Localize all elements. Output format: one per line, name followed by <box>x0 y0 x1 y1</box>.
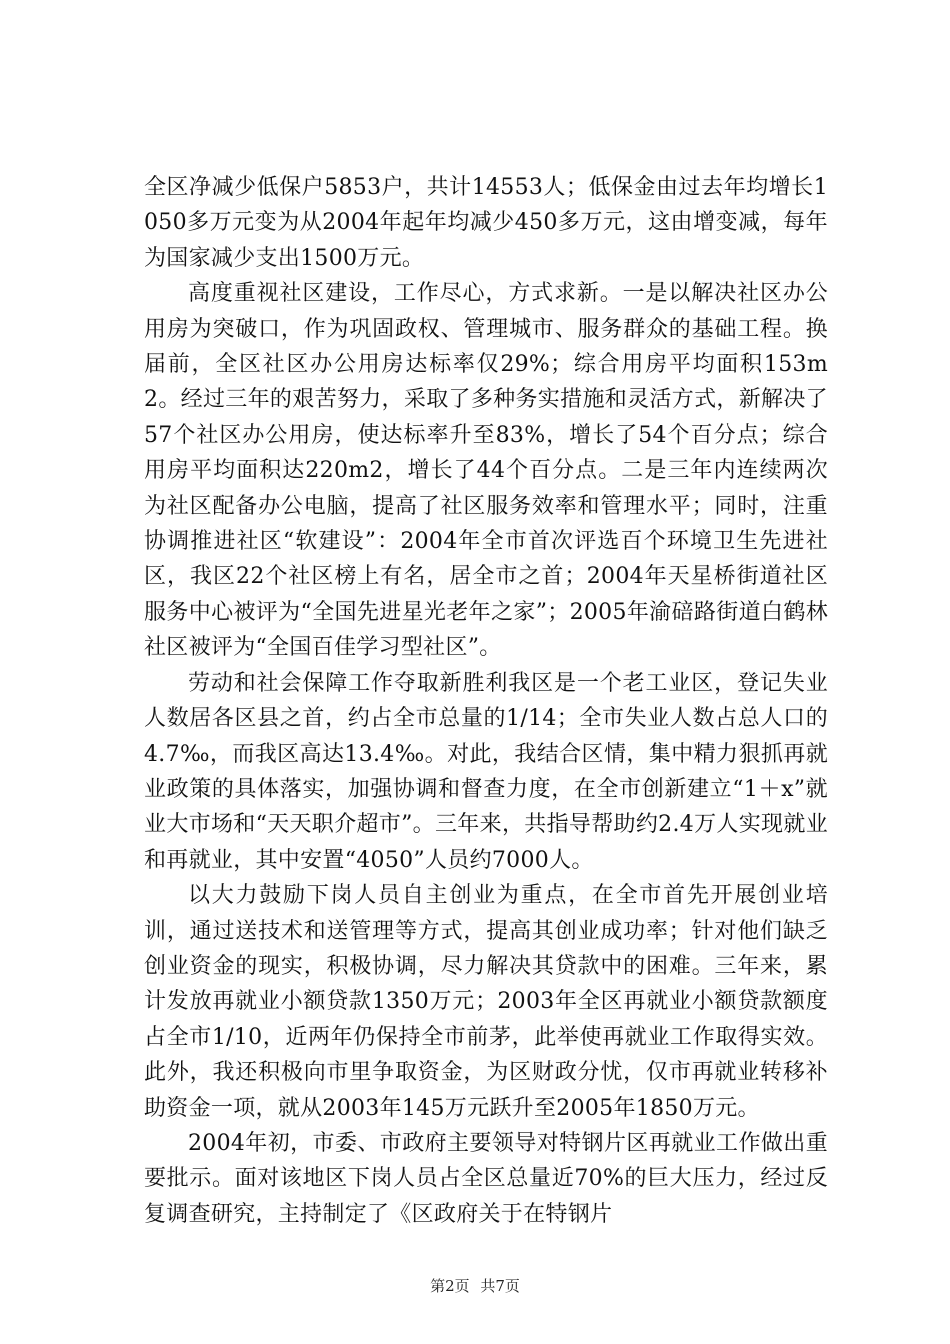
paragraph-entrepreneurship: 以大力鼓励下岗人员自主创业为重点，在全市首先开展创业培训，通过送技术和送管理等方式，提高其创业成功率；针对他们缺乏创业资金的现实，积极协调，尽力解决其贷款中的困难。三年来，累计发放再就业小额贷款1350万元；2003年全区再就业小额贷款额度占全市1/10，近两年仍保持全市前茅，此举使再就业工作取得实效。此外，我还积极向市里争取资金，为区财政分忧，仅市再就业转移补助资金一项，就从2003年145万元跃升至2005年1850万元。 <box>144 883 828 1121</box>
paragraph-special-steel: 2004年初，市委、市政府主要领导对特钢片区再就业工作做出重要批示。面对该地区下岗人员占全区总量近70%的巨大压力，经过反复调查研究，主持制定了《区政府关于在特钢片 <box>144 1130 828 1227</box>
page-total: 共7页 <box>480 1277 520 1295</box>
page-footer <box>0 1276 950 1296</box>
body-text <box>144 170 828 1232</box>
paragraph-labor-security: 劳动和社会保障工作夺取新胜利我区是一个老工业区，登记失业人数居各区县之首，约占全市总量的1/14；全市失业人数占总人口的4.7‰，而我区高达13.4‰。对此，我结合区情，集中精力狠抓再就业政策的具体落实，加强协调和督查力度，在全市创新建立“1＋x”就业大市场和“天天职介超市”。三年来，共指导帮助约2.4万人实现就业和再就业，其中安置“4050”人员约7000人。 <box>144 670 828 873</box>
page-number: 第2页 <box>430 1277 470 1295</box>
paragraph-community-building: 高度重视社区建设，工作尽心，方式求新。一是以解决社区办公用房为突破口，作为巩固政权、管理城市、服务群众的基础工程。换届前，全区社区办公用房达标率仅29%；综合用房平均面积153m2。经过三年的艰苦努力，采取了多种务实措施和灵活方式，新解决了57个社区办公用房，使达标率升至83%，增长了54个百分点；综合用房平均面积达220m2，增长了44个百分点。二是三年内连续两次为社区配备办公电脑，提高了社区服务效率和管理水平；同时，注重协调推进社区“软建设”：2004年全市首次评选百个环境卫生先进社区，我区22个社区榜上有名，居全市之首；2004年天星桥街道社区服务中心被评为“全国先进星光老年之家”；2005年渝碚路街道白鹤林社区被评为“全国百佳学习型社区”。 <box>144 281 828 661</box>
paragraph-continued: 全区净减少低保户5853户，共计14553人；低保金由过去年均增长1050多万元变为从2004年起年均减少450多万元，这由增变减，每年为国家减少支出1500万元。 <box>144 175 828 271</box>
